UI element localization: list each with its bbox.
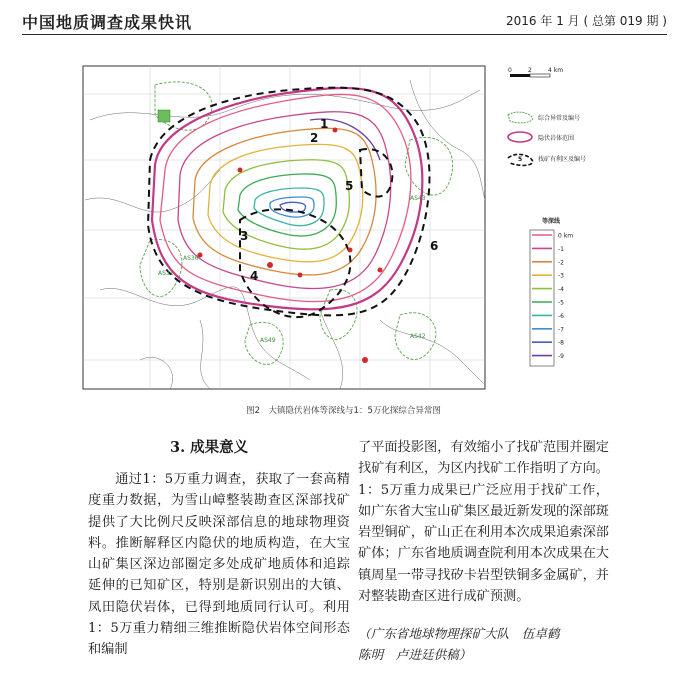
- issue-info: 2016 年 1 月 ( 总第 019 期 ): [506, 14, 667, 28]
- contour-label: -6: [558, 312, 564, 320]
- area-label: 2: [310, 131, 319, 145]
- map-frame: [83, 66, 485, 389]
- scale-tick: 2: [528, 67, 532, 74]
- anomaly-label: AS31: [158, 270, 174, 277]
- geological-map-figure: [80, 60, 680, 405]
- contour-label: -9: [558, 353, 564, 361]
- legend-label: 综合异常及编号: [538, 115, 581, 122]
- anomaly-label: AS43: [410, 195, 426, 202]
- favorable-number-icon: 5: [518, 156, 523, 163]
- legend-label: 找矿有利区及编号: [538, 156, 587, 163]
- area-label: 3: [240, 229, 249, 243]
- page-header: [22, 10, 667, 35]
- contour-legend-frame: [530, 230, 554, 366]
- contour-label: -3: [558, 272, 564, 280]
- contour-label: -8: [558, 339, 564, 347]
- scale-tick: 4 km: [548, 67, 564, 74]
- scale-tick: 0: [508, 67, 512, 74]
- map-legend: [508, 112, 586, 165]
- area-label: 4: [250, 269, 259, 283]
- journal-title: 中国地质调查成果快讯: [22, 13, 193, 32]
- map-svg: [80, 60, 680, 405]
- contour-label: -2: [558, 259, 564, 267]
- contour-label: -4: [558, 286, 564, 294]
- anomaly-label: AS36: [183, 255, 199, 262]
- scale-bar: [508, 67, 563, 77]
- area-label: 1: [320, 117, 329, 131]
- body-text-left-column: 通过1：5万重力调查，获取了一套高精度重力数据，为雪山嶂整装勘查区深部找矿提供了大比例尺反映深部信息的地球物理资料。推断解释区内隐伏的地质构造，在大宝山矿集区深边部圈定多处成矿地质体和追踪延伸的已知矿区，特别是新识别出的大镇、凤田隐伏岩体，已得到地质同行认可。利用1：5万重力精细三维推断隐伏岩体空间形态和编制: [88, 472, 350, 658]
- section-title: 3. 成果意义: [170, 439, 249, 456]
- grid-marker-icon: [158, 110, 170, 122]
- anomaly-label: AS42: [410, 333, 426, 340]
- rock-body-legend-icon: [508, 132, 532, 142]
- contour-label: -1: [558, 245, 564, 253]
- area-label: 6: [430, 239, 439, 253]
- contour-label: -5: [558, 299, 564, 307]
- contour-label: 0 km: [558, 232, 574, 240]
- author-credit: （广东省地球物理探矿大队 伍卓鹤 陈明 卢进廷供稿）: [358, 626, 560, 662]
- legend-label: 隐伏岩体范围: [538, 135, 575, 142]
- anomaly-legend-icon: [508, 112, 533, 123]
- contour-legend-title: 等深线: [542, 218, 561, 225]
- body-text-right-column: 了平面投影图，有效缩小了找矿范围并圈定找矿有利区，为区内找矿工作指明了方向。1：5万重力成果已广泛应用于找矿工作，如广东省大宝山矿集区最近新发现的深部斑岩型铜矿，矿山正在利用本次成果追索深部矿体；广东省地质调查院利用本次成果在大镇周星一带寻找矽卡岩型铁铜多金属矿，并对整装勘查区进行成矿预测。: [358, 440, 609, 605]
- area-label: 5: [345, 179, 354, 193]
- figure-caption: 图2 大镇隐伏岩体等深线与1：5万化探综合异常图: [246, 406, 441, 416]
- contour-legend: [530, 230, 573, 366]
- anomaly-label: AS49: [260, 337, 276, 344]
- contour-label: -7: [558, 326, 564, 334]
